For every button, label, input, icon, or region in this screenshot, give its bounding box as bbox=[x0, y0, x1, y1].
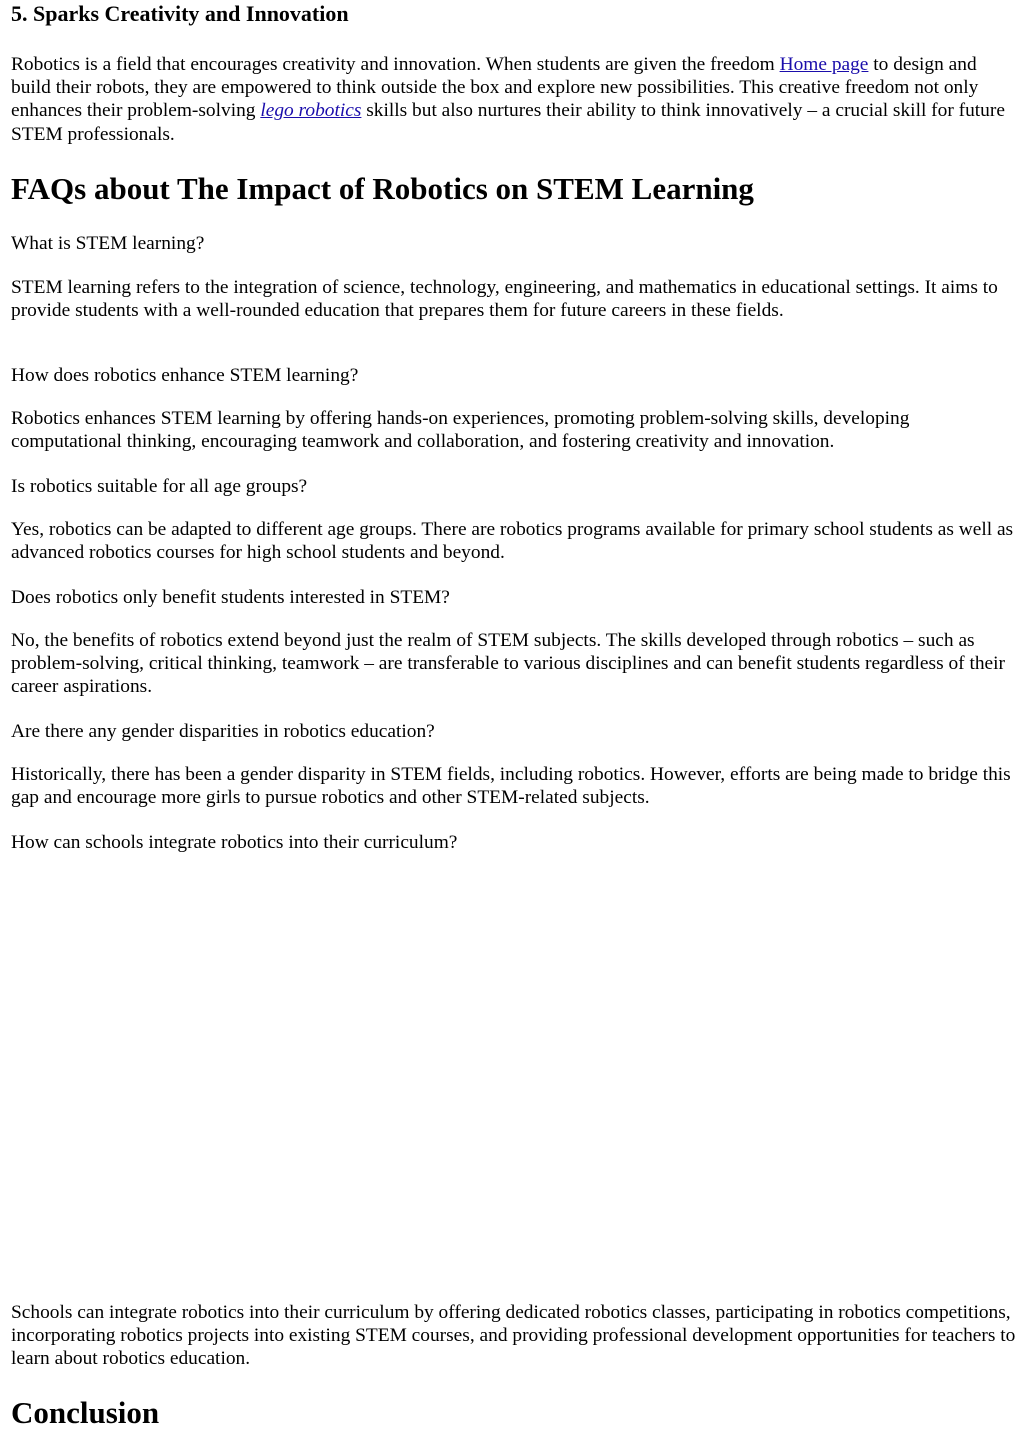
faq-answer: Robotics enhances STEM learning by offering hands-on experiences, promoting problem-solving skills, developing computational thinking, encouraging teamwork and collaboration, and fostering creativity and innovation. bbox=[11, 408, 910, 453]
conclusion-heading: Conclusion bbox=[11, 1395, 160, 1430]
faq-answer: No, the benefits of robotics extend beyond just the realm of STEM subjects. The skills developed through robotics – such as problem-solving, critical thinking, teamwork – are transferable to various disciplines and can benefit students regardless of their career aspirations. bbox=[11, 630, 1006, 698]
paragraph-text: to design and build their robots, they are empowered to think outside the box and explore new possibilities. This creative freedom not only enhances their problem-solving bbox=[11, 54, 979, 122]
faq-heading: FAQs about The Impact of Robotics on STEM Learning bbox=[11, 171, 754, 206]
faq-question: Is robotics suitable for all age groups? bbox=[11, 476, 308, 497]
faq-question: Does robotics only benefit students interested in STEM? bbox=[11, 587, 450, 608]
faq-question: What is STEM learning? bbox=[11, 233, 205, 254]
paragraph-text: Robotics is a field that encourages creativity and innovation. When students are given the freedom bbox=[11, 54, 780, 75]
faq-answer: Schools can integrate robotics into their curriculum by offering dedicated robotics classes, participating in robotics competitions, incorporating robotics projects into existing STEM courses, and providing professional development opportunities for teachers to learn about robotics education. bbox=[11, 1302, 1016, 1370]
faq-question: How does robotics enhance STEM learning? bbox=[11, 365, 359, 386]
lego-robotics-link[interactable]: lego robotics bbox=[260, 100, 362, 122]
faq-answer: Yes, robotics can be adapted to different age groups. There are robotics programs available for primary school students as well as advanced robotics courses for high school students and beyond. bbox=[11, 519, 1014, 564]
section-heading-creativity: 5. Sparks Creativity and Innovation bbox=[11, 1, 349, 26]
home-page-link[interactable]: Home page bbox=[779, 54, 869, 75]
faq-answer: Historically, there has been a gender disparity in STEM fields, including robotics. However, efforts are being made to bridge this gap and encourage more girls to pursue robotics and other STEM-related subjects. bbox=[11, 764, 1011, 809]
section-paragraph-creativity bbox=[11, 53, 1017, 146]
faq-question: Are there any gender disparities in robotics education? bbox=[11, 721, 435, 742]
faq-question: How can schools integrate robotics into their curriculum? bbox=[11, 832, 458, 853]
faq-answer: STEM learning refers to the integration of science, technology, engineering, and mathematics in educational settings. It aims to provide students with a well-rounded education that prepares them for future careers in these fields. bbox=[11, 277, 998, 322]
paragraph-text: skills but also nurtures their ability to think innovatively – a crucial skill for future STEM professionals. bbox=[11, 100, 1005, 145]
